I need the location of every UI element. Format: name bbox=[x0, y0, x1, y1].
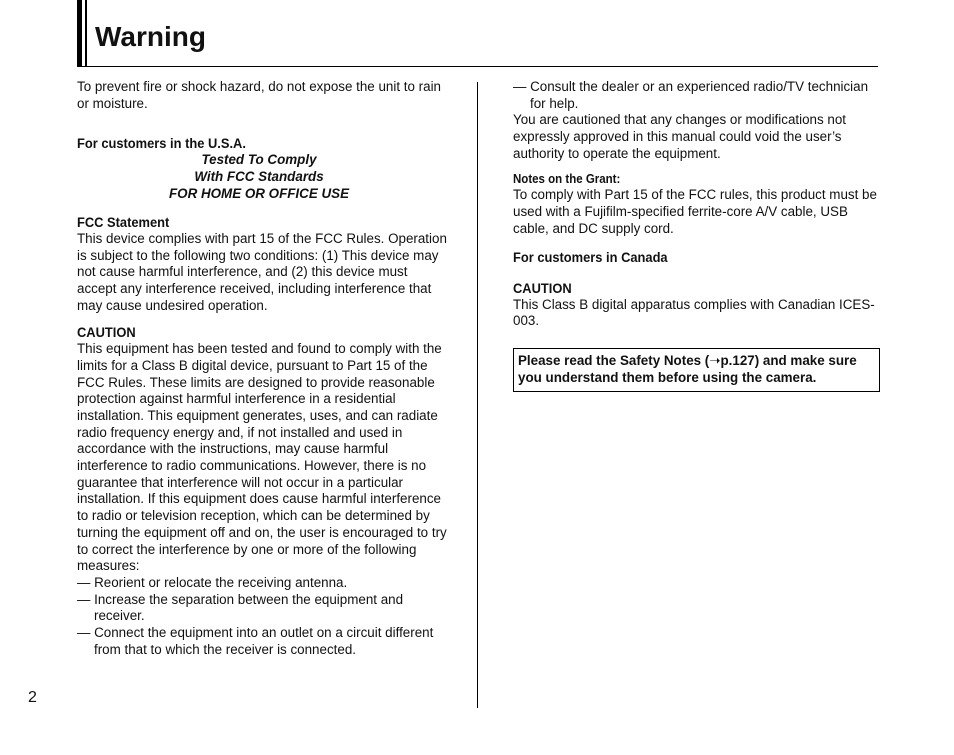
fcc-compliance-line-3: FOR HOME OR OFFICE USE bbox=[168, 185, 350, 201]
intro-text: To prevent fire or shock hazard, do not expose the unit to rain or moisture. bbox=[77, 79, 441, 111]
canada-heading: For customers in Canada bbox=[513, 249, 668, 266]
measure-item: — Increase the separation between the equipment and receiver. bbox=[77, 591, 404, 624]
measure-item: — Reorient or relocate the receiving antenna. bbox=[77, 574, 348, 590]
consult-item: — Consult the dealer or an experienced radio/TV technician for help. bbox=[513, 79, 869, 111]
caution-heading: CAUTION bbox=[77, 324, 136, 341]
safety-notes-box: Please read the Safety Notes (➝p.127) and make sure you understand them before using the camera. bbox=[513, 348, 880, 391]
grant-notes-heading: Notes on the Grant: bbox=[513, 171, 621, 186]
modification-caution-text: You are cautioned that any changes or modifications not expressly approved in this manual could void the user’s authority to operate the equipment. bbox=[513, 112, 847, 161]
title-bar-accent bbox=[77, 0, 82, 66]
fcc-compliance-line-1: Tested To Comply bbox=[201, 152, 317, 168]
title-bar-accent-thin bbox=[85, 0, 87, 66]
usa-heading: For customers in the U.S.A. bbox=[77, 135, 246, 152]
page-title: Warning bbox=[95, 21, 206, 52]
right-column bbox=[513, 79, 881, 392]
left-column bbox=[77, 79, 447, 659]
grant-notes-text: To comply with Part 15 of the FCC rules, this product must be used with a Fujifilm-specified ferrite-core A/V cable, USB cable, and DC supply cord. bbox=[513, 187, 877, 236]
measure-item: — Connect the equipment into an outlet on a circuit different from that to which the receiver is connected. bbox=[77, 625, 434, 657]
title-bar bbox=[77, 0, 878, 67]
canada-caution-heading: CAUTION bbox=[513, 280, 572, 297]
column-divider bbox=[477, 82, 478, 708]
page-number: 2 bbox=[28, 689, 37, 706]
fcc-statement-heading: FCC Statement bbox=[77, 214, 170, 231]
canada-caution-text: This Class B digital apparatus complies with Canadian ICES-003. bbox=[513, 296, 875, 329]
fcc-statement-text: This device complies with part 15 of the FCC Rules. Operation is subject to the following two conditions: (1) This device may not cause harmful interference, and (2) this device must accept any interference received, including interference that may cause undesired operation. bbox=[77, 230, 447, 313]
caution-text: This equipment has been tested and found to comply with the limits for a Class B digital device, pursuant to Part 15 of the FCC Rules. These limits are designed to provide reasonable protection against harmful interference in a residential installation. This equipment generates, uses, and can radiate radio frequency energy and, if not installed and used in accordance with the instructions, may cause harmful interference to radio communications. However, there is no guarantee that interference will not occur in a particular installation. If this equipment does cause harmful interference to radio or television reception, which can be determined by turning the equipment off and on, the user is encouraged to try to correct the interference by one or more of the following measures: bbox=[77, 341, 447, 574]
fcc-compliance-line-2: With FCC Standards bbox=[194, 168, 324, 184]
